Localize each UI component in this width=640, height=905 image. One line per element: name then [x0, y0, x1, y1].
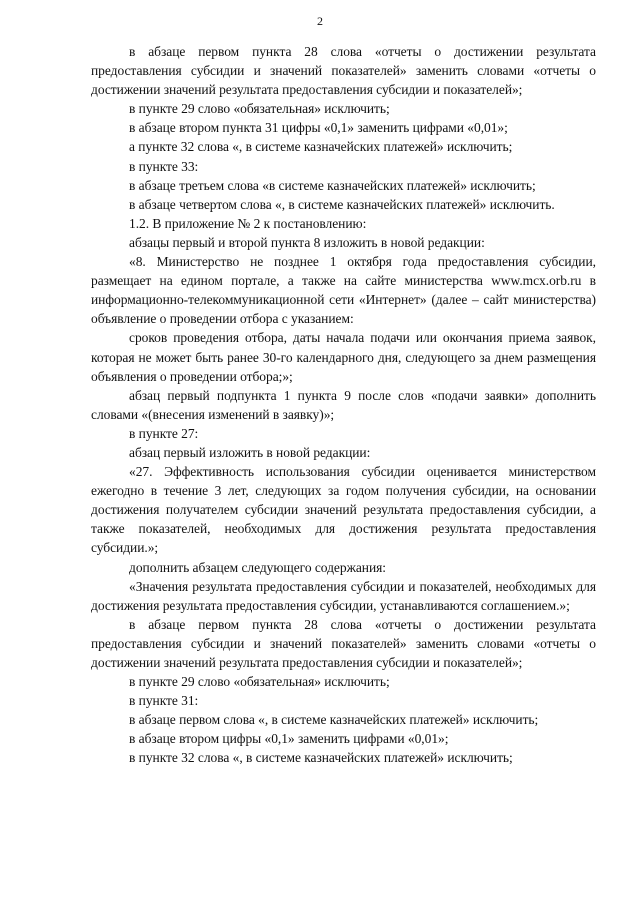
paragraph: сроков проведения отбора, даты начала подачи или окончания приема заявок, которая не может быть ранее 30-го календарного дня, следующего за днем размещения объявления о проведении отбора;»; [91, 330, 596, 384]
paragraph: в абзаце третьем слова «в системе казначейских платежей» исключить; [129, 177, 536, 193]
paragraph: в пункте 33: [129, 158, 199, 174]
paragraph: в абзаце первом слова «, в системе казначейских платежей» исключить; [129, 712, 539, 728]
paragraph: абзац первый подпункта 1 пункта 9 после слов «подачи заявки» дополнить словами «(внесения изменений в заявку)»; [91, 387, 596, 422]
paragraph: «Значения результата предоставления субсидии и показателей, необходимых для достижения результата предоставления субсидии, устанавливаются соглашением.»; [91, 578, 596, 613]
page-number: 2 [317, 14, 323, 28]
paragraph: в абзаце втором цифры «0,1» заменить цифрами «0,01»; [129, 731, 449, 747]
paragraph: абзац первый изложить в новой редакции: [129, 444, 371, 460]
paragraph: в абзаце первом пункта 28 слова «отчеты о достижении результата предоставления субсидии и значений показателей» заменить словами «отчеты о достижении значений результата предоставления субсидии и показателей»; [91, 44, 596, 98]
paragraph: а пункте 32 слова «, в системе казначейских платежей» исключить; [129, 139, 513, 155]
paragraph: в пункте 29 слово «обязательная» исключить; [129, 101, 390, 117]
document-body [91, 42, 596, 768]
paragraph: абзацы первый и второй пункта 8 изложить в новой редакции: [129, 234, 485, 250]
paragraph: «8. Министерство не позднее 1 октября года предоставления субсидии, размещает на едином портале, а также на сайте министерства www.mcx.orb.ru в информационно-телекоммуникационной сети «Интернет» (далее – сайт министерства) объявление о проведении отбора с указанием: [91, 254, 596, 327]
paragraph: в пункте 27: [129, 425, 199, 441]
paragraph: 1.2. В приложение № 2 к постановлению: [129, 215, 367, 231]
paragraph: «27. Эффективность использования субсидии оценивается министерством ежегодно в течение 3 лет, следующих за годом получения субсидии, на основании достижения получателем субсидии значений результата предоставления субсидии, а также показателей, необходимых для достижения результата предоставления субсидии.»; [91, 464, 596, 556]
paragraph: в абзаце первом пункта 28 слова «отчеты о достижении результата предоставления субсидии и значений показателей» заменить словами «отчеты о достижении значений результата предоставления субсидии и показателей»; [91, 616, 596, 670]
paragraph: дополнить абзацем следующего содержания: [129, 559, 387, 575]
paragraph: в пункте 31: [129, 693, 199, 709]
paragraph: в пункте 32 слова «, в системе казначейских платежей» исключить; [129, 750, 513, 766]
paragraph: в пункте 29 слово «обязательная» исключить; [129, 674, 390, 690]
paragraph: в абзаце четвертом слова «, в системе казначейских платежей» исключить. [129, 196, 555, 212]
paragraph: в абзаце втором пункта 31 цифры «0,1» заменить цифрами «0,01»; [129, 120, 508, 136]
